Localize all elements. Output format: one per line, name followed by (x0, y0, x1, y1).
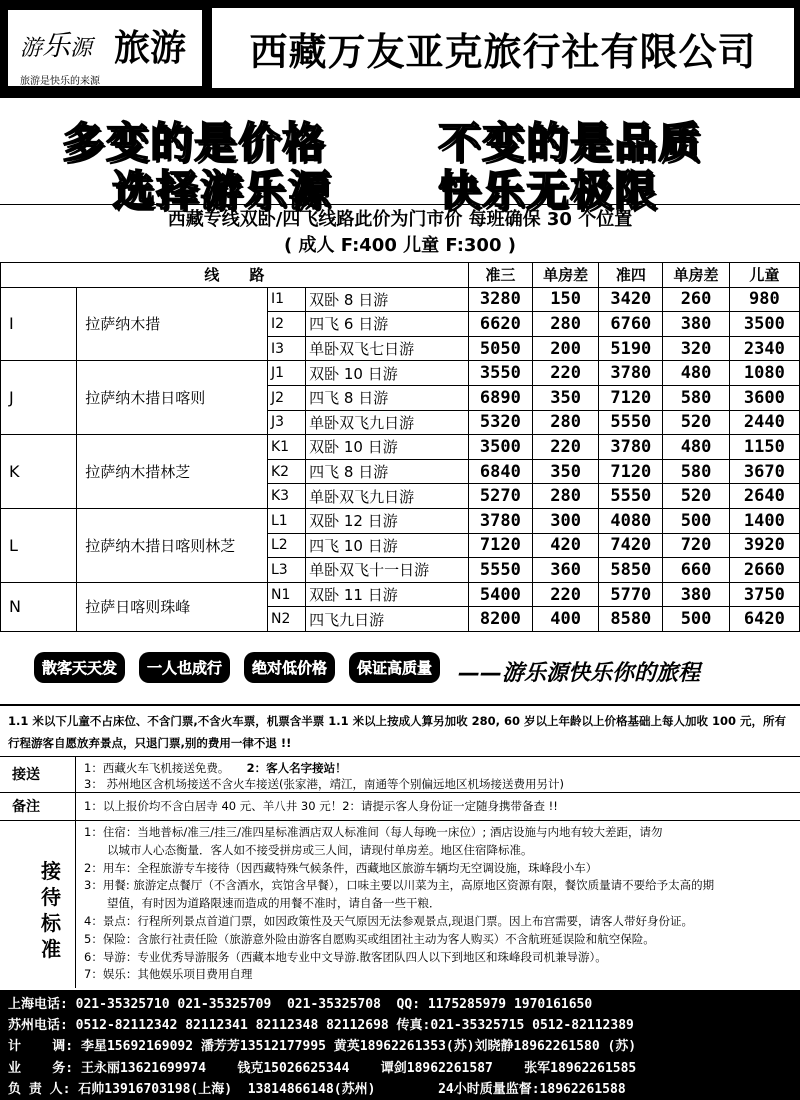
price-cell: 6620 (468, 312, 532, 337)
badge-1: 散客天天发 (34, 652, 125, 683)
route-name: 单卧双飞七日游 (306, 336, 469, 361)
price-cell: 7120 (468, 533, 532, 558)
route-code: J1 (267, 361, 305, 386)
table-row (1, 361, 800, 386)
price-cell: 200 (532, 336, 598, 361)
price-cell: 360 (532, 558, 598, 583)
route-code: I3 (267, 336, 305, 361)
badge-3: 绝对低价格 (244, 652, 335, 683)
header-std3: 准三 (468, 263, 532, 288)
table-row (1, 435, 800, 460)
standards-item: 6：导游：专业优秀导游服务（西藏本地专业中文导游.散客团队四人以下到地区和珠峰段司机兼导游）。 (84, 949, 607, 964)
price-cell: 220 (532, 361, 598, 386)
price-cell: 480 (663, 361, 729, 386)
price-cell: 300 (532, 508, 598, 533)
price-cell: 3500 (468, 435, 532, 460)
price-cell: 720 (663, 533, 729, 558)
price-cell: 3550 (468, 361, 532, 386)
route-code: K2 (267, 459, 305, 484)
price-cell: 3780 (468, 508, 532, 533)
table-header-row (1, 263, 800, 288)
price-cell: 5050 (468, 336, 532, 361)
standards-label: 接待标准 (41, 859, 61, 961)
price-cell: 320 (663, 336, 729, 361)
route-group-letter: N (1, 582, 77, 631)
route-code: I2 (267, 312, 305, 337)
slogan-3: 选择游乐源 (112, 166, 333, 215)
header-std4: 准四 (599, 263, 663, 288)
pickup-line1a: 1：西藏火车飞机接送免费。 (84, 761, 224, 775)
price-cell: 480 (663, 435, 729, 460)
price-cell: 1080 (729, 361, 799, 386)
route-group-letter: K (1, 435, 77, 509)
price-cell: 2660 (729, 558, 799, 583)
price-cell: 3780 (599, 361, 663, 386)
price-cell: 500 (663, 607, 729, 632)
pickup-line2: 3： 苏州地区含机场接送不含火车接送(张家港，靖江，南通等个别偏远地区机场接送费用另计) (84, 777, 564, 791)
standards-item: 1：住宿：当地普标/准三/挂三/准四星标准酒店双人标准间（每人每晚一床位）; 酒店设施与内地有较大差距，请勿 (84, 825, 663, 839)
slogan-1: 多变的是价格 (62, 118, 327, 167)
price-cell: 500 (663, 508, 729, 533)
remarks-label: 备注 (0, 792, 76, 820)
route-code: L2 (267, 533, 305, 558)
price-cell: 3420 (599, 287, 663, 312)
route-code: K1 (267, 435, 305, 460)
route-name: 双卧 10 日游 (306, 435, 469, 460)
price-cell: 5550 (468, 558, 532, 583)
price-cell: 3750 (729, 582, 799, 607)
price-cell: 220 (532, 582, 598, 607)
route-destination: 拉萨日喀则珠峰 (77, 582, 268, 631)
standards-item: 以城市人心态衡量．客人如不接受拼房或三人间，请现付单房差。地区住宿降标准。 (84, 842, 533, 857)
route-name: 双卧 12 日游 (306, 508, 469, 533)
standards-list (84, 824, 714, 984)
slogan-4: 快乐无极限 (438, 166, 659, 215)
logo-big-text: 旅游 (114, 27, 187, 69)
route-code: I1 (267, 287, 305, 312)
price-cell: 7120 (599, 385, 663, 410)
route-code: J2 (267, 385, 305, 410)
remarks-text: 1：以上报价均不含白居寺 40 元、羊八井 30 元！2：请提示客人身份证一定随身携带备查 !! (84, 799, 558, 813)
price-cell: 3920 (729, 533, 799, 558)
route-destination: 拉萨纳木措日喀则林芝 (77, 508, 268, 582)
price-cell: 350 (532, 459, 598, 484)
badge-2: 一人也成行 (139, 652, 230, 683)
price-cell: 3600 (729, 385, 799, 410)
header-single-diff-2: 单房差 (663, 263, 729, 288)
price-cell: 520 (663, 484, 729, 509)
price-cell: 6840 (468, 459, 532, 484)
price-cell: 280 (532, 312, 598, 337)
contact-line: 苏州电话: 0512-82112342 82112341 82112348 82112698 传真:021-35325715 0512-82112389 (8, 1018, 634, 1034)
price-cell: 5270 (468, 484, 532, 509)
price-cell: 3670 (729, 459, 799, 484)
price-cell: 2640 (729, 484, 799, 509)
company-name: 西藏万友亚克旅行社有限公司 (212, 8, 794, 88)
price-cell: 580 (663, 459, 729, 484)
standards-item: 4：景点：行程所列景点首道门票，如因政策性及天气原因无法参观景点,现退门票。因上布宫需要，请客人带好身份证。 (84, 913, 693, 928)
tagline: ——游乐源快乐你的旅程 (458, 661, 701, 686)
route-code: J3 (267, 410, 305, 435)
route-group-letter: I (1, 287, 77, 361)
price-cell: 5190 (599, 336, 663, 361)
price-cell: 6420 (729, 607, 799, 632)
standards-item: 7：娱乐：其他娱乐项目费用自理 (84, 967, 253, 982)
price-header-line1: 西藏专线双卧/四飞线路此价为门市价 每班确保 30 个位置 (167, 209, 633, 230)
route-name: 双卧 8 日游 (306, 287, 469, 312)
price-cell: 260 (663, 287, 729, 312)
price-cell: 400 (532, 607, 598, 632)
badge-4: 保证高质量 (349, 652, 440, 683)
table-row (1, 582, 800, 607)
standards-item: 3：用餐: 旅游定点餐厅（不含酒水，宾馆含早餐），口味主要以川菜为主，高原地区资源有限，餐饮质量请不要给予太高的期 (84, 878, 715, 893)
pickup-divider (0, 756, 800, 757)
route-name: 四飞 8 日游 (306, 459, 469, 484)
pickup-line1b: 2：客人名字接站！ (246, 761, 347, 775)
price-cell: 280 (532, 410, 598, 435)
price-cell: 1150 (729, 435, 799, 460)
route-code: L3 (267, 558, 305, 583)
price-cell: 7420 (599, 533, 663, 558)
route-name: 双卧 11 日游 (306, 582, 469, 607)
price-cell: 150 (532, 287, 598, 312)
contact-line: 负 责 人: 石帅13916703198(上海) 13814866148(苏州) 24小时质量监督:18962261588 (8, 1081, 626, 1097)
price-cell: 520 (663, 410, 729, 435)
badge-row (34, 652, 440, 683)
price-cell: 5550 (599, 484, 663, 509)
route-code: N2 (267, 607, 305, 632)
route-destination: 拉萨纳木措 (77, 287, 268, 361)
route-code: N1 (267, 582, 305, 607)
route-name: 四飞 8 日游 (306, 385, 469, 410)
price-cell: 3500 (729, 312, 799, 337)
price-cell: 3280 (468, 287, 532, 312)
route-group-letter: J (1, 361, 77, 435)
logo-motto: 旅游是快乐的来源 (20, 76, 100, 87)
contact-line: 计 调: 李星15692169092 潘芳芳13512177995 黄英18962261353(苏)刘晓静18962261580 (苏) (8, 1039, 637, 1055)
price-cell: 2340 (729, 336, 799, 361)
price-cell: 220 (532, 435, 598, 460)
header-child: 儿童 (729, 263, 799, 288)
price-cell: 5850 (599, 558, 663, 583)
route-name: 双卧 10 日游 (306, 361, 469, 386)
pickup-label: 接送 (0, 756, 76, 792)
price-cell: 380 (663, 582, 729, 607)
route-destination: 拉萨纳木措林芝 (77, 435, 268, 509)
route-name: 四飞 10 日游 (306, 533, 469, 558)
route-code: K3 (267, 484, 305, 509)
header-banner (0, 0, 800, 98)
price-cell: 580 (663, 385, 729, 410)
price-cell: 3780 (599, 435, 663, 460)
route-price-table (0, 262, 800, 632)
price-cell: 6890 (468, 385, 532, 410)
price-cell: 280 (532, 484, 598, 509)
pickup-body (84, 760, 564, 792)
price-cell: 1400 (729, 508, 799, 533)
price-cell: 5550 (599, 410, 663, 435)
child-policy-note: 1.1 米以下儿童不占床位、不含门票,不含火车票，机票含半票 1.1 米以上按成人算另加收 280, 60 岁以上年龄以上价格基础上每人加收 100 元，所有行程游客自愿放弃景点，只退门票,别的费用一律不退 !! (8, 714, 787, 750)
price-cell: 5770 (599, 582, 663, 607)
contacts-block (0, 990, 800, 1100)
slogan-2: 不变的是品质 (438, 118, 703, 167)
table-row (1, 508, 800, 533)
route-name: 四飞 6 日游 (306, 312, 469, 337)
route-code: L1 (267, 508, 305, 533)
route-name: 单卧双飞九日游 (306, 410, 469, 435)
route-group-letter: L (1, 508, 77, 582)
logo (6, 8, 204, 88)
logo-name: 游乐源 (20, 29, 93, 62)
price-cell: 350 (532, 385, 598, 410)
standards-item: 5：保险：含旅行社责任险（旅游意外险由游客自愿购买或组团社主动为客人购买）不含航班延误险和航空保险。 (84, 931, 655, 946)
standards-item: 望值，有时因为道路限速而造成的用餐不准时，请自备一些干粮． (84, 896, 441, 911)
price-header (0, 204, 800, 262)
contact-line: 上海电话: 021-35325710 021-35325709 021-35325708 QQ: 1175285979 1970161650 (8, 997, 593, 1012)
price-cell: 2440 (729, 410, 799, 435)
remarks-divider (0, 792, 800, 793)
standards-divider (0, 820, 800, 821)
contact-line: 业 务: 王永丽13621699974 钱克15026625344 谭剑18962261587 张军18962261585 (8, 1060, 637, 1076)
table-row (1, 287, 800, 312)
route-name: 四飞九日游 (306, 607, 469, 632)
header-route: 线 路 (1, 263, 469, 288)
route-name: 单卧双飞十一日游 (306, 558, 469, 583)
price-cell: 420 (532, 533, 598, 558)
route-destination: 拉萨纳木措日喀则 (77, 361, 268, 435)
header-single-diff-1: 单房差 (532, 263, 598, 288)
price-cell: 5400 (468, 582, 532, 607)
price-cell: 980 (729, 287, 799, 312)
price-cell: 380 (663, 312, 729, 337)
standards-item: 2：用车：全程旅游专车接待（因西藏特殊气候条件，西藏地区旅游车辆均无空调设施，珠峰段小车） (84, 860, 598, 875)
price-cell: 5320 (468, 410, 532, 435)
route-name: 单卧双飞九日游 (306, 484, 469, 509)
price-cell: 4080 (599, 508, 663, 533)
price-cell: 8200 (468, 607, 532, 632)
price-cell: 660 (663, 558, 729, 583)
price-cell: 8580 (599, 607, 663, 632)
price-header-line2: ( 成人 F:400 儿童 F:300 ) (284, 235, 516, 256)
price-cell: 6760 (599, 312, 663, 337)
price-cell: 7120 (599, 459, 663, 484)
